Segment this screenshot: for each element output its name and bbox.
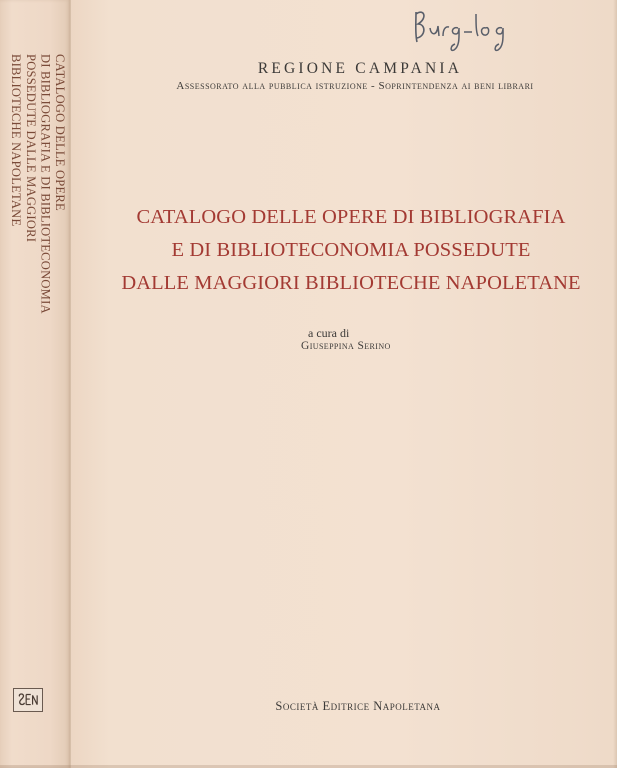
publisher-monogram-icon — [14, 689, 42, 711]
publisher-name: Società Editrice Napoletana — [275, 699, 441, 713]
book-title-line: DALLE MAGGIORI BIBLIOTECHE NAPOLETANE — [121, 272, 581, 294]
page-edge-shadow — [613, 0, 617, 768]
spine-title — [9, 54, 67, 514]
book-spine — [0, 0, 71, 768]
editor-name: Giuseppina Serino — [301, 340, 391, 352]
spine-title-line: CATALOGO DELLE OPERE — [53, 54, 67, 211]
publisher-logo — [13, 688, 43, 712]
header-title: REGIONE CAMPANIA — [257, 60, 463, 77]
book-title — [110, 201, 592, 300]
spine-title-line: DI BIBLIOGRAFIA E DI BIBLIOTECONOMIA — [38, 54, 53, 314]
editor-label: a cura di — [308, 326, 350, 340]
book-title-line: CATALOGO DELLE OPERE DI BIBLIOGRAFIA — [136, 206, 566, 228]
spine-title-line: BIBLIOTECHE NAPOLETANE — [9, 54, 24, 227]
header-subtitle: Assessorato alla pubblica istruzione - Soprintendenza ai beni librari — [176, 80, 534, 92]
book-title-line: E DI BIBLIOTECONOMIA POSSEDUTE — [171, 239, 531, 261]
spine-title-line: POSSEDUTE DALLE MAGGIORI — [23, 54, 38, 243]
handwritten-inscription — [410, 4, 510, 54]
